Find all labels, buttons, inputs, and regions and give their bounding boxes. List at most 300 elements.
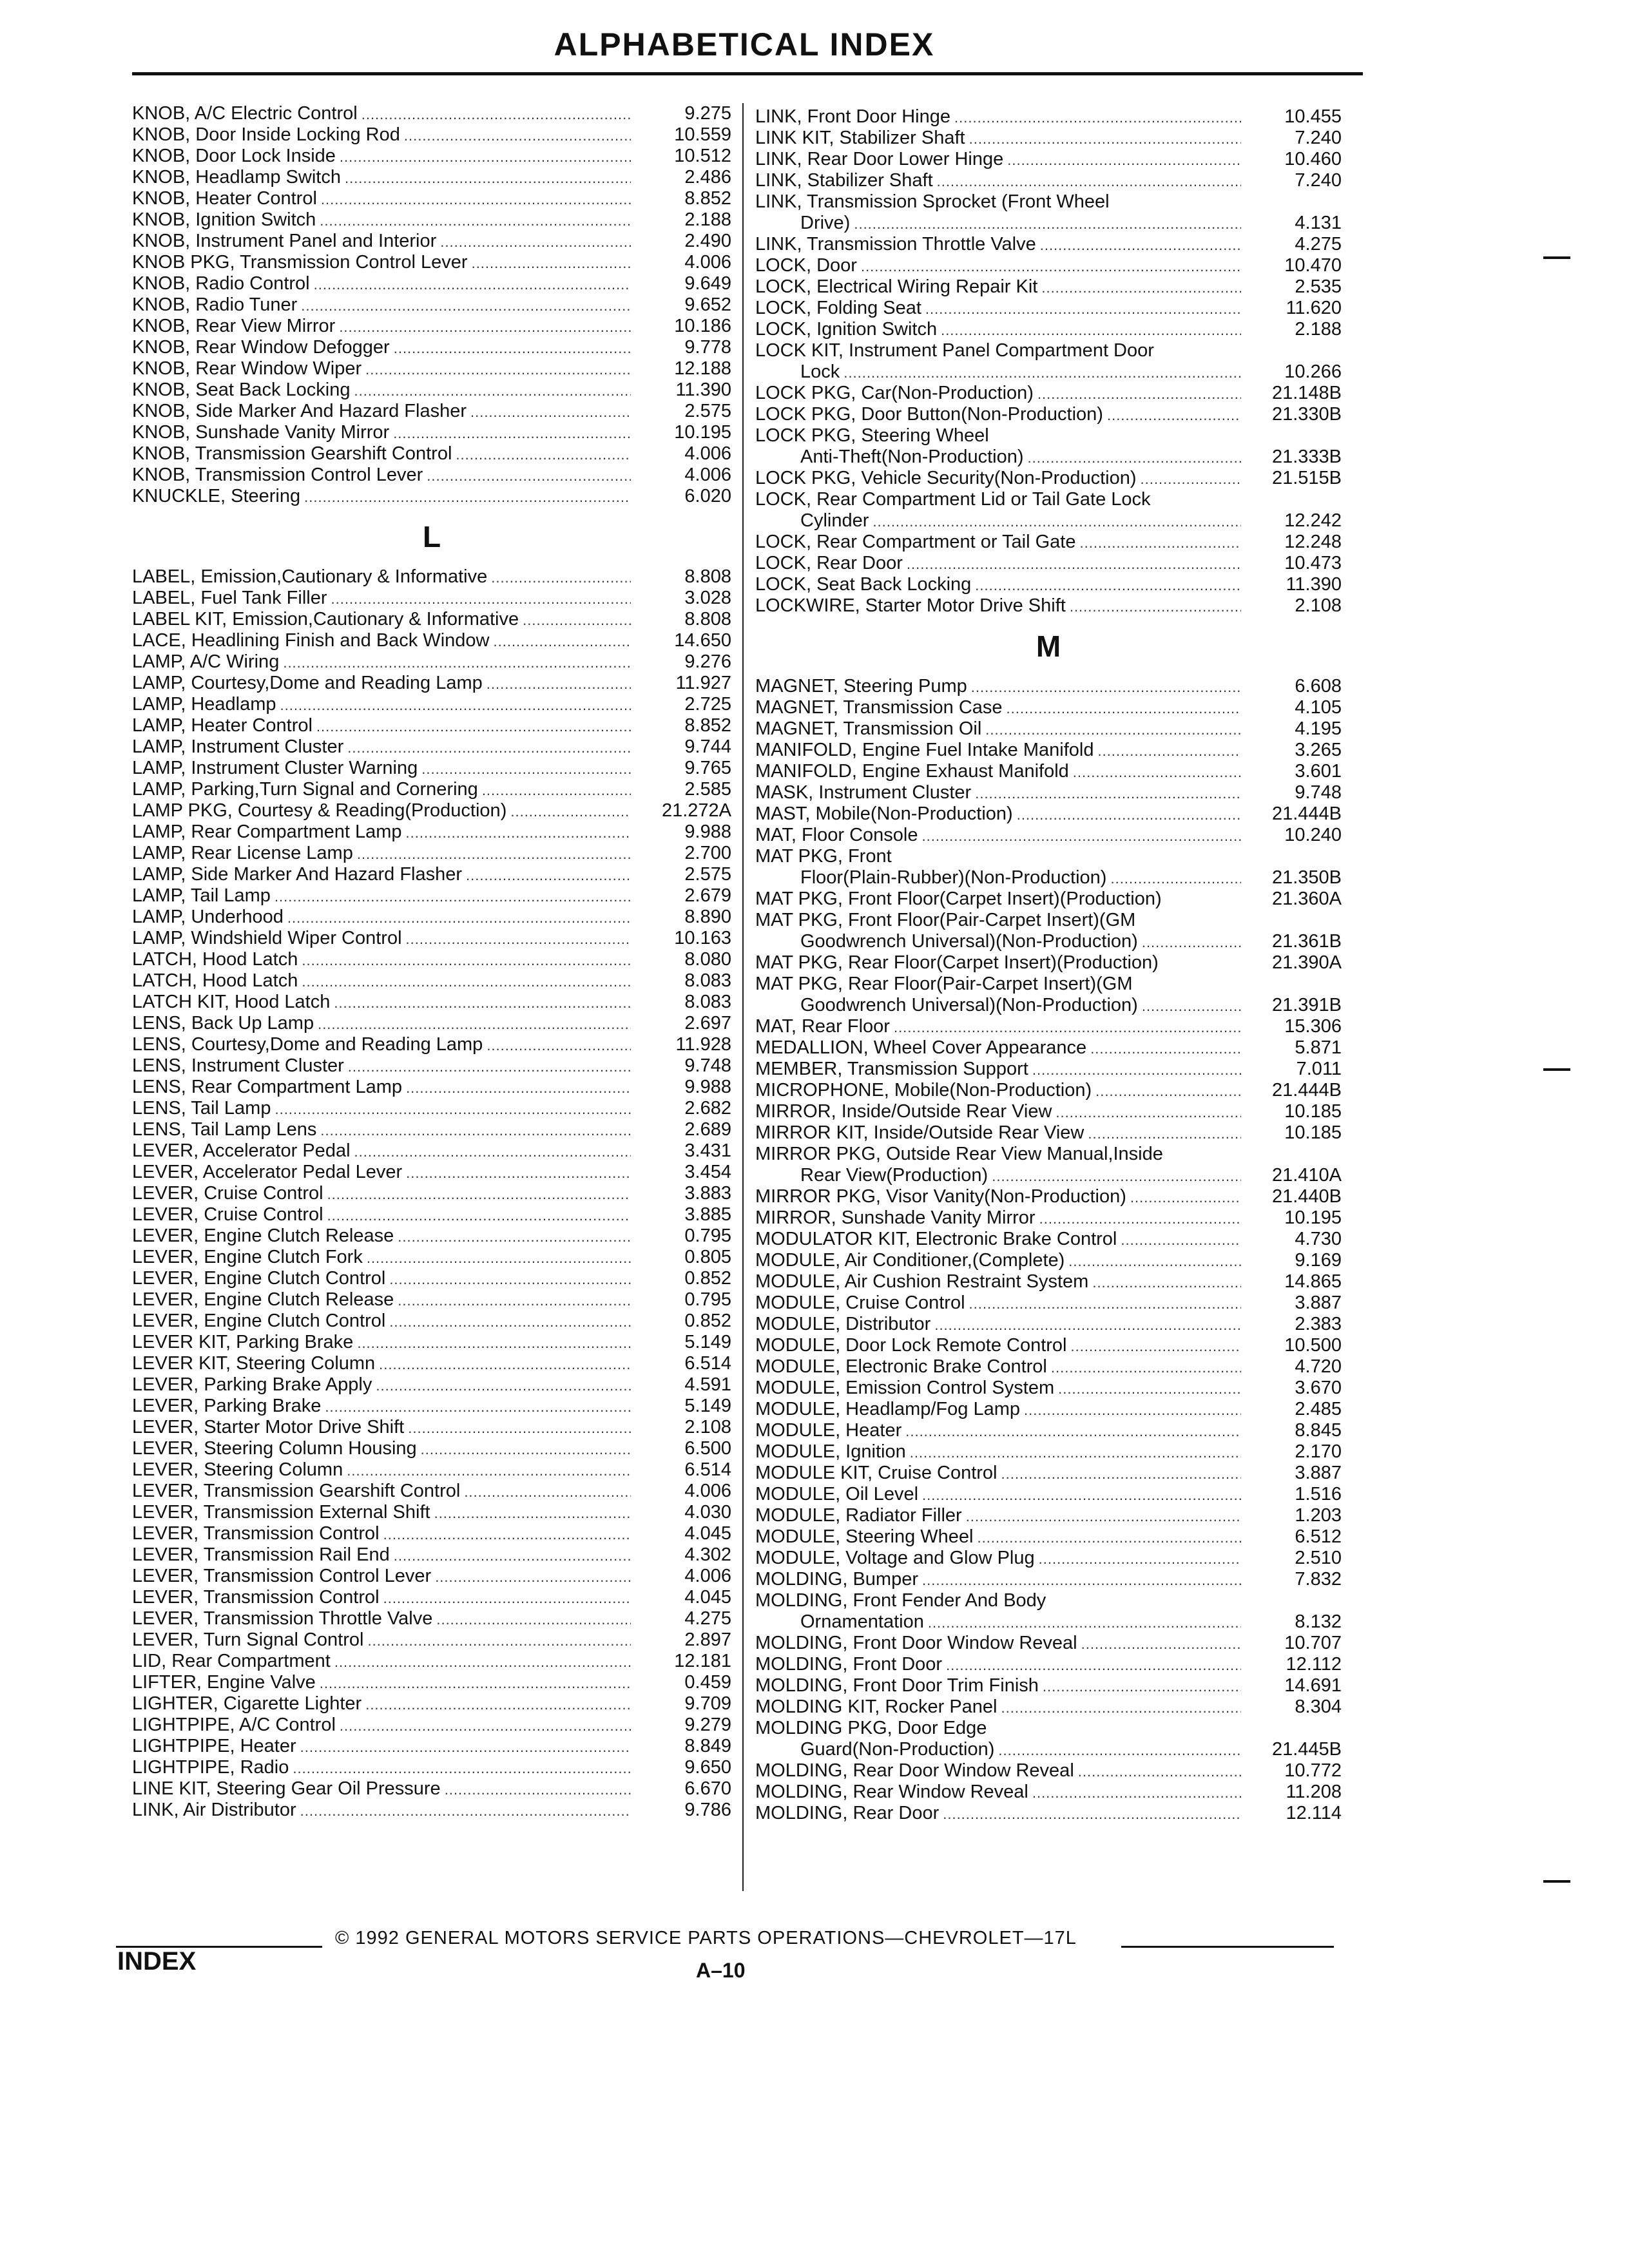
index-entry <box>132 252 731 273</box>
leader-dots <box>347 737 631 758</box>
entry-name: KNOB, Seat Back Locking <box>132 380 351 400</box>
leader-dots <box>1058 1378 1241 1399</box>
index-entry <box>132 1757 731 1778</box>
entry-page: 3.887 <box>1295 1463 1342 1483</box>
leader-dots <box>325 1396 631 1418</box>
index-entry <box>755 1229 1342 1250</box>
index-entry <box>755 234 1342 255</box>
entry-page: 21.444B <box>1271 1080 1342 1100</box>
leader-dots <box>327 1184 631 1205</box>
leader-dots <box>280 695 631 716</box>
entry-name: MAT PKG, Front <box>755 846 892 867</box>
entry-page: 9.748 <box>1295 782 1342 803</box>
leader-dots <box>435 1566 631 1588</box>
entry-page: 4.591 <box>684 1374 731 1395</box>
entry-name: LENS, Back Up Lamp <box>132 1013 314 1033</box>
footer-section-label: INDEX <box>117 1947 197 1975</box>
entry-name: LEVER, Transmission Throttle Valve <box>132 1608 433 1629</box>
index-entry <box>755 1293 1342 1314</box>
leader-dots <box>1141 468 1241 490</box>
index-entry <box>132 588 731 609</box>
entry-page: 2.485 <box>1295 1399 1342 1419</box>
index-entry <box>755 1186 1342 1207</box>
index-entry <box>132 949 731 970</box>
entry-page: 2.383 <box>1295 1314 1342 1334</box>
leader-dots <box>389 1269 631 1290</box>
leader-dots <box>318 1014 631 1035</box>
index-entry <box>755 1782 1342 1803</box>
index-entry <box>132 1374 731 1396</box>
page-number: A–10 <box>696 1959 746 1982</box>
index-entry <box>132 1183 731 1204</box>
entry-page: 2.700 <box>684 843 731 863</box>
index-entry <box>132 1672 731 1693</box>
index-entry <box>132 1247 731 1268</box>
leader-dots <box>922 1570 1241 1591</box>
entry-name: LEVER, Transmission Rail End <box>132 1544 390 1565</box>
leader-dots <box>466 865 631 886</box>
leader-dots <box>1068 1251 1241 1272</box>
entry-name: LAMP, Heater Control <box>132 715 313 736</box>
entry-page: 9.709 <box>684 1693 731 1714</box>
entry-page: 5.149 <box>684 1396 731 1416</box>
entry-page: 2.575 <box>684 401 731 421</box>
entry-page: 2.490 <box>684 231 731 251</box>
index-entry <box>132 1034 731 1055</box>
leader-dots <box>320 1673 631 1694</box>
entry-page: 21.391B <box>1271 995 1342 1015</box>
entry-name: MAT, Rear Floor <box>755 1016 890 1037</box>
entry-name: LEVER, Accelerator Pedal <box>132 1140 351 1161</box>
index-entry <box>755 676 1342 697</box>
leader-dots <box>1032 1782 1241 1803</box>
entry-page: 2.510 <box>1295 1548 1342 1568</box>
index-entry <box>755 1101 1342 1122</box>
index-entry <box>132 1778 731 1800</box>
entry-name: KNOB, Side Marker And Hazard Flasher <box>132 401 467 421</box>
leader-dots <box>367 1630 631 1651</box>
entry-page: 3.887 <box>1295 1293 1342 1313</box>
leader-dots <box>408 1418 631 1439</box>
leader-dots <box>861 256 1241 277</box>
index-entry <box>132 822 731 843</box>
entry-page: 9.652 <box>684 294 731 315</box>
entry-page: 8.304 <box>1295 1696 1342 1717</box>
footer-rule-right <box>1121 1946 1334 1948</box>
entry-name: KNOB, Transmission Gearshift Control <box>132 443 452 464</box>
index-entry <box>755 404 1342 425</box>
index-entry <box>132 443 731 465</box>
index-entry <box>132 694 731 715</box>
entry-page: 9.778 <box>684 337 731 358</box>
entry-name: LAMP, Instrument Cluster <box>132 736 344 757</box>
entry-name: LOCK, Ignition Switch <box>755 319 938 340</box>
entry-page: 10.163 <box>674 928 731 948</box>
leader-dots <box>985 719 1241 740</box>
entry-name: LEVER, Transmission External Shift <box>132 1502 430 1523</box>
entry-name: LAMP, Courtesy,Dome and Reading Lamp <box>132 673 483 693</box>
leader-dots <box>340 146 631 168</box>
index-entry <box>132 1523 731 1544</box>
leader-dots <box>398 1290 631 1311</box>
entry-page: 4.045 <box>684 1587 731 1608</box>
entry-name: MODULE, Air Conditioner,(Complete) <box>755 1250 1065 1271</box>
index-entry <box>755 761 1342 782</box>
index-entry <box>755 149 1342 170</box>
leader-dots <box>383 1524 631 1545</box>
leader-dots <box>843 362 1241 383</box>
entry-page: 9.169 <box>1295 1250 1342 1271</box>
index-entry <box>755 1378 1342 1399</box>
index-entry <box>132 1289 731 1311</box>
entry-name: Lock <box>800 361 840 382</box>
leader-dots <box>510 801 631 822</box>
leader-dots <box>491 567 631 588</box>
index-entry <box>755 489 1342 510</box>
leader-dots <box>941 320 1241 341</box>
leader-dots <box>977 1527 1241 1548</box>
entry-name: LABEL KIT, Emission,Cautionary & Informative <box>132 609 519 629</box>
entry-page: 6.514 <box>684 1353 731 1374</box>
entry-name: LAMP, Windshield Wiper Control <box>132 928 402 948</box>
index-entry <box>755 255 1342 276</box>
leader-dots <box>320 210 631 231</box>
index-entry <box>132 992 731 1013</box>
entry-page: 3.885 <box>684 1204 731 1225</box>
entry-name: LIFTER, Engine Valve <box>132 1672 316 1693</box>
leader-dots <box>301 295 631 316</box>
index-entry <box>132 779 731 800</box>
entry-page: 0.459 <box>684 1672 731 1693</box>
entry-page: 12.114 <box>1286 1803 1342 1823</box>
leader-dots <box>398 1226 631 1247</box>
index-entry <box>755 952 1342 974</box>
entry-name: LEVER, Cruise Control <box>132 1204 323 1225</box>
leader-dots <box>1092 1272 1241 1293</box>
leader-dots <box>379 1354 631 1375</box>
index-entry <box>755 1696 1342 1718</box>
index-entry <box>132 609 731 630</box>
index-entry <box>755 191 1342 213</box>
leader-dots <box>1073 762 1241 783</box>
leader-dots <box>287 907 631 928</box>
entry-name: LINK, Front Door Hinge <box>755 106 951 127</box>
index-entry <box>132 1225 731 1247</box>
leader-dots <box>1055 1102 1241 1123</box>
entry-name: LEVER, Transmission Control <box>132 1587 380 1608</box>
index-entry <box>755 383 1342 404</box>
leader-dots <box>969 1293 1241 1314</box>
leader-dots <box>472 253 631 274</box>
index-entry <box>755 697 1342 718</box>
entry-page: 21.444B <box>1271 803 1342 824</box>
entry-page: 10.185 <box>1284 1122 1342 1143</box>
entry-name: KNOB, Headlamp Switch <box>132 167 341 187</box>
entry-name: MAT PKG, Front Floor(Pair-Carpet Insert)(GM <box>755 910 1136 930</box>
entry-page: 2.689 <box>684 1119 731 1140</box>
leader-dots <box>327 1205 631 1226</box>
entry-name: LAMP, A/C Wiring <box>132 651 280 672</box>
index-entry <box>132 1608 731 1629</box>
entry-name: MODULE, Oil Level <box>755 1484 919 1504</box>
leader-dots <box>1070 596 1241 617</box>
leader-dots <box>523 610 631 631</box>
entry-page: 9.988 <box>684 822 731 842</box>
entry-name: LOCK, Electrical Wiring Repair Kit <box>755 276 1038 297</box>
leader-dots <box>361 104 631 125</box>
index-entry <box>755 106 1342 128</box>
entry-page: 0.805 <box>684 1247 731 1267</box>
index-entry <box>755 170 1342 191</box>
index-entry <box>132 928 731 949</box>
entry-page: 8.808 <box>684 566 731 587</box>
entry-page: 8.845 <box>1295 1420 1342 1441</box>
entry-name: KNOB PKG, Transmission Control Lever <box>132 252 468 273</box>
index-entry <box>755 974 1342 995</box>
index-entry <box>132 1459 731 1481</box>
entry-page: 2.575 <box>684 864 731 885</box>
section-letter: L <box>422 520 441 553</box>
entry-name: MODULE, Voltage and Glow Plug <box>755 1548 1035 1568</box>
leader-dots <box>482 780 631 801</box>
entry-page: 21.445B <box>1271 1739 1342 1760</box>
index-entry <box>132 1204 731 1225</box>
leader-dots <box>1088 1123 1241 1144</box>
entry-name: LOCK, Folding Seat <box>755 298 921 318</box>
leader-dots <box>922 1485 1241 1506</box>
leader-dots <box>406 1162 631 1184</box>
leader-dots <box>316 716 631 737</box>
index-entry <box>755 1484 1342 1505</box>
column-divider <box>742 103 744 1891</box>
index-entry <box>132 231 731 252</box>
index-entry <box>755 1314 1342 1335</box>
entry-page: 4.030 <box>684 1502 731 1523</box>
entry-page: 7.011 <box>1296 1059 1342 1079</box>
entry-page: 12.181 <box>674 1651 731 1671</box>
entry-page: 11.390 <box>675 380 731 400</box>
entry-name: MOLDING PKG, Door Edge <box>755 1718 987 1738</box>
entry-name: LENS, Rear Compartment Lamp <box>132 1077 403 1097</box>
entry-name: LAMP, Parking,Turn Signal and Cornering <box>132 779 478 800</box>
entry-name: LEVER, Engine Clutch Release <box>132 1289 394 1310</box>
index-entry <box>755 1016 1342 1037</box>
index-entry <box>132 1077 731 1098</box>
entry-page: 8.808 <box>684 609 731 629</box>
entry-name: MOLDING KIT, Rocker Panel <box>755 1696 998 1717</box>
index-entry <box>755 468 1342 489</box>
entry-page: 9.275 <box>684 103 731 124</box>
entry-name: LAMP, Tail Lamp <box>132 885 271 906</box>
edge-mark <box>1543 1068 1570 1071</box>
entry-name: MOLDING, Front Fender And Body <box>755 1590 1046 1611</box>
entry-name: LOCK KIT, Instrument Panel Compartment Door <box>755 340 1154 361</box>
index-entry <box>132 970 731 992</box>
leader-dots <box>300 1800 631 1821</box>
index-entry <box>132 103 731 124</box>
index-entry <box>755 361 1342 383</box>
entry-page: 11.208 <box>1286 1782 1342 1802</box>
entry-page: 6.670 <box>684 1778 731 1799</box>
entry-page: 9.276 <box>684 651 731 672</box>
entry-name: MAT PKG, Rear Floor(Pair-Carpet Insert)(GM <box>755 974 1133 994</box>
entry-page: 21.360A <box>1271 889 1342 909</box>
index-entry <box>755 931 1342 952</box>
entry-name: LAMP, Side Marker And Hazard Flasher <box>132 864 463 885</box>
entry-page: 2.535 <box>1295 276 1342 297</box>
index-entry <box>755 1271 1342 1293</box>
entry-name: MIRROR, Sunshade Vanity Mirror <box>755 1207 1036 1228</box>
entry-name: MOLDING, Front Door Window Reveal <box>755 1633 1077 1653</box>
index-entry <box>132 273 731 294</box>
footer-copyright: © 1992 GENERAL MOTORS SERVICE PARTS OPERATIONS—CHEVROLET—17L <box>335 1928 1077 1948</box>
leader-dots <box>1043 1676 1241 1697</box>
entry-name: LIGHTPIPE, A/C Control <box>132 1715 336 1735</box>
leader-dots <box>320 1120 631 1141</box>
entry-name: MODULATOR KIT, Electronic Brake Control <box>755 1229 1117 1249</box>
entry-name: LIGHTPIPE, Radio <box>132 1757 289 1778</box>
title-rule <box>132 72 1363 75</box>
index-entry <box>755 1250 1342 1271</box>
leader-dots <box>436 1609 631 1630</box>
index-entry <box>132 651 731 673</box>
entry-name: KNOB, Transmission Control Lever <box>132 465 423 485</box>
index-entry <box>755 425 1342 447</box>
entry-name: Floor(Plain-Rubber)(Non-Production) <box>800 867 1107 888</box>
index-entry <box>755 553 1342 574</box>
leader-dots <box>1024 1399 1241 1421</box>
leader-dots <box>470 401 631 423</box>
entry-name: MAGNET, Transmission Oil <box>755 718 982 739</box>
entry-name: MIRROR PKG, Visor Vanity(Non-Production) <box>755 1186 1126 1207</box>
entry-page: 1.203 <box>1295 1505 1342 1526</box>
leader-dots <box>1028 447 1241 468</box>
leader-dots <box>969 128 1241 149</box>
index-entry <box>132 736 731 758</box>
entry-name: KNOB, Ignition Switch <box>132 209 316 230</box>
index-entry <box>132 673 731 694</box>
index-entry <box>132 1715 731 1736</box>
index-entry <box>132 907 731 928</box>
index-entry <box>132 566 731 588</box>
index-entry <box>132 188 731 209</box>
index-entry <box>755 995 1342 1016</box>
entry-page: 10.772 <box>1284 1760 1342 1781</box>
index-entry <box>132 1629 731 1651</box>
leader-dots <box>334 992 631 1014</box>
entry-name: LEVER, Steering Column Housing <box>132 1438 417 1459</box>
leader-dots <box>1080 532 1242 553</box>
leader-dots <box>1110 868 1241 889</box>
entry-page: 6.512 <box>1295 1526 1342 1547</box>
index-entry <box>132 1013 731 1034</box>
entry-name: LOCK PKG, Steering Wheel <box>755 425 989 446</box>
index-entry <box>132 1119 731 1140</box>
entry-name: KNOB, Instrument Panel and Interior <box>132 231 437 251</box>
leader-dots <box>348 1056 631 1077</box>
index-entry <box>132 800 731 822</box>
entry-page: 3.883 <box>684 1183 731 1204</box>
leader-dots <box>1040 235 1241 256</box>
entry-name: LOCK PKG, Car(Non-Production) <box>755 383 1034 403</box>
entry-name: LINK, Rear Door Lower Hinge <box>755 149 1004 169</box>
entry-page: 0.852 <box>684 1311 731 1331</box>
index-entry <box>755 782 1342 803</box>
leader-dots <box>1051 1357 1241 1378</box>
entry-page: 10.195 <box>674 422 731 443</box>
entry-name: MAT PKG, Rear Floor(Carpet Insert)(Production) <box>755 952 1159 973</box>
entry-name: LEVER, Turn Signal Control <box>132 1629 364 1650</box>
leader-dots <box>394 1545 631 1566</box>
index-entry <box>132 1353 731 1374</box>
leader-dots <box>937 171 1241 192</box>
leader-dots <box>440 231 631 253</box>
entry-page: 2.188 <box>684 209 731 230</box>
leader-dots <box>464 1481 631 1503</box>
entry-page: 5.871 <box>1295 1037 1342 1058</box>
entry-page: 8.083 <box>684 992 731 1012</box>
leader-dots <box>321 189 631 210</box>
entry-name: LIGHTPIPE, Heater <box>132 1736 296 1756</box>
index-entry <box>132 1438 731 1459</box>
leader-dots <box>394 338 631 359</box>
entry-page: 2.486 <box>684 167 731 187</box>
leader-dots <box>954 107 1241 128</box>
entry-page: 10.470 <box>1284 255 1342 276</box>
index-entry <box>755 910 1342 931</box>
entry-name: MODULE, Heater <box>755 1420 902 1441</box>
index-entry <box>132 1481 731 1502</box>
entry-page: 9.279 <box>684 1715 731 1735</box>
entry-page: 4.006 <box>684 1481 731 1501</box>
leader-dots <box>1142 932 1241 953</box>
entry-page: 11.927 <box>675 673 731 693</box>
leader-dots <box>365 1694 631 1715</box>
entry-page: 15.306 <box>1284 1016 1342 1037</box>
entry-name: LEVER, Engine Clutch Fork <box>132 1247 363 1267</box>
entry-page: 10.185 <box>1284 1101 1342 1122</box>
index-entry <box>132 465 731 486</box>
index-entry <box>132 1140 731 1162</box>
entry-name: LEVER, Engine Clutch Control <box>132 1311 386 1331</box>
entry-name: LABEL, Fuel Tank Filler <box>132 588 327 608</box>
entry-name: MEDALLION, Wheel Cover Appearance <box>755 1037 1087 1058</box>
index-entry <box>132 1800 731 1821</box>
entry-name: LEVER, Engine Clutch Control <box>132 1268 386 1289</box>
index-entry <box>132 1098 731 1119</box>
entry-page: 3.454 <box>684 1162 731 1182</box>
leader-dots <box>894 1017 1241 1038</box>
index-entry <box>132 1587 731 1608</box>
index-entry <box>132 1417 731 1438</box>
index-entry <box>755 319 1342 340</box>
leader-dots <box>1142 995 1241 1017</box>
entry-name: KNOB, Rear Window Defogger <box>132 337 390 358</box>
entry-page: 4.302 <box>684 1544 731 1565</box>
index-entry <box>132 1736 731 1757</box>
index-entry <box>755 1654 1342 1675</box>
leader-dots <box>357 843 631 865</box>
entry-page: 2.679 <box>684 885 731 906</box>
index-entry <box>132 1311 731 1332</box>
index-entry <box>132 209 731 231</box>
entry-name: LEVER, Steering Column <box>132 1459 343 1480</box>
leader-dots <box>992 1166 1241 1187</box>
index-entry <box>755 1356 1342 1378</box>
index-entry <box>755 574 1342 595</box>
index-entry <box>755 718 1342 740</box>
entry-name: MOLDING, Bumper <box>755 1569 918 1590</box>
